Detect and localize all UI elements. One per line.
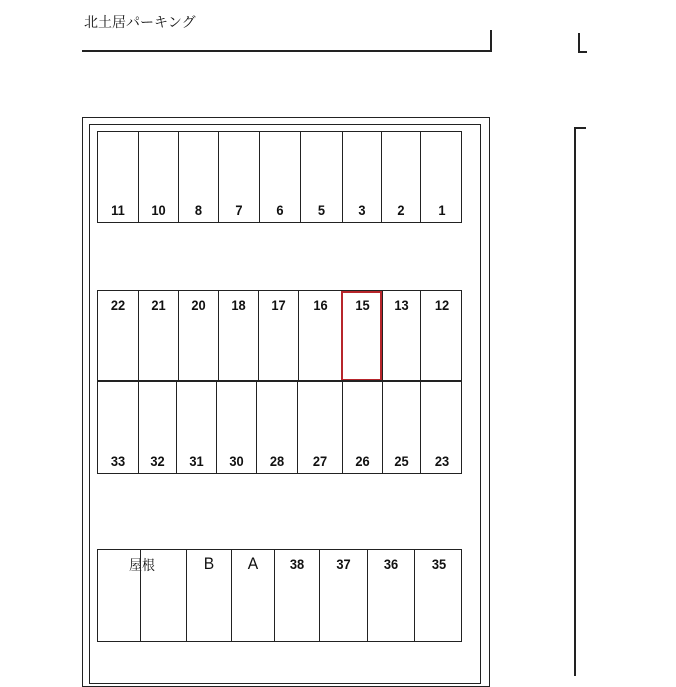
stall-row-2-bottom xyxy=(97,380,462,474)
stall-21[interactable] xyxy=(138,291,178,381)
stall-31[interactable] xyxy=(176,381,216,473)
stall-roof[interactable] xyxy=(98,550,155,641)
right-boundary-cap xyxy=(574,127,586,129)
stall-17[interactable] xyxy=(258,291,298,381)
stall-38[interactable] xyxy=(274,550,319,641)
stall-28[interactable] xyxy=(256,381,297,473)
title-underline-tick xyxy=(490,30,492,51)
corner-mark-top-foot xyxy=(578,51,587,53)
stall-13[interactable] xyxy=(382,291,420,381)
right-boundary xyxy=(574,127,576,676)
stall-33[interactable] xyxy=(98,381,138,473)
stall-label: 17 xyxy=(271,297,286,313)
stall-5[interactable] xyxy=(300,132,342,222)
stall-label: 12 xyxy=(434,297,450,313)
stall-row-2-top xyxy=(97,290,462,382)
stall-roof-2[interactable] xyxy=(140,550,186,641)
stall-label: 5 xyxy=(317,202,326,218)
stall-16[interactable] xyxy=(298,291,342,381)
stall-label: 36 xyxy=(383,556,399,572)
corner-mark-top xyxy=(578,33,580,52)
stall-label: 1 xyxy=(438,202,446,218)
stall-row-3 xyxy=(97,549,462,642)
stall-row-1 xyxy=(97,131,462,223)
stall-label: 23 xyxy=(434,453,450,469)
stall-35[interactable] xyxy=(414,550,463,641)
stall-30[interactable] xyxy=(216,381,256,473)
stall-label: 3 xyxy=(358,202,366,218)
stall-label: 27 xyxy=(312,453,328,469)
stall-label: 30 xyxy=(229,453,244,469)
stall-label: B xyxy=(203,554,215,573)
stall-22[interactable] xyxy=(98,291,138,381)
stall-8[interactable] xyxy=(178,132,218,222)
stall-2[interactable] xyxy=(381,132,420,222)
stall-label: 32 xyxy=(150,453,165,469)
stall-label: 35 xyxy=(431,556,447,572)
stall-label: 6 xyxy=(276,202,284,218)
stall-27[interactable] xyxy=(297,381,342,473)
stall-label: 18 xyxy=(231,297,246,313)
stall-11[interactable] xyxy=(98,132,138,222)
stall-10[interactable] xyxy=(138,132,178,222)
stall-label: 7 xyxy=(235,202,243,218)
stall-3[interactable] xyxy=(342,132,381,222)
stall-label: 26 xyxy=(355,453,370,469)
stall-18[interactable] xyxy=(218,291,258,381)
stall-label-roof: 屋根 xyxy=(129,557,155,573)
stall-37[interactable] xyxy=(319,550,367,641)
stall-label: 25 xyxy=(394,453,409,469)
stall-label: 10 xyxy=(151,202,166,218)
stall-label: 37 xyxy=(336,556,351,572)
stall-label: 33 xyxy=(110,453,126,469)
stall-label: A xyxy=(247,554,259,573)
stall-label: 15 xyxy=(355,297,370,313)
highlighted-stall-marker xyxy=(341,291,382,381)
stall-26[interactable] xyxy=(342,381,382,473)
lot-title: 北土居パーキング xyxy=(84,14,196,30)
stall-label: 2 xyxy=(397,202,405,218)
stall-36[interactable] xyxy=(367,550,414,641)
stall-label: 28 xyxy=(269,453,285,469)
stall-label: 8 xyxy=(194,202,203,218)
title-underline xyxy=(82,50,492,52)
stall-label: 13 xyxy=(394,297,409,313)
stall-label: 20 xyxy=(191,297,206,313)
stall-25[interactable] xyxy=(382,381,420,473)
stall-6[interactable] xyxy=(259,132,300,222)
stall-12[interactable] xyxy=(420,291,463,381)
stall-b[interactable] xyxy=(186,550,231,641)
stall-32[interactable] xyxy=(138,381,176,473)
stall-label: 21 xyxy=(151,297,166,313)
stall-1[interactable] xyxy=(420,132,463,222)
stall-label: 16 xyxy=(313,297,328,313)
stall-label: 31 xyxy=(189,453,204,469)
stall-label: 38 xyxy=(289,556,305,572)
stall-a[interactable] xyxy=(231,550,274,641)
stall-23[interactable] xyxy=(420,381,463,473)
stall-label: 22 xyxy=(110,297,126,313)
stall-label: 11 xyxy=(111,202,125,218)
stall-20[interactable] xyxy=(178,291,218,381)
stall-7[interactable] xyxy=(218,132,259,222)
